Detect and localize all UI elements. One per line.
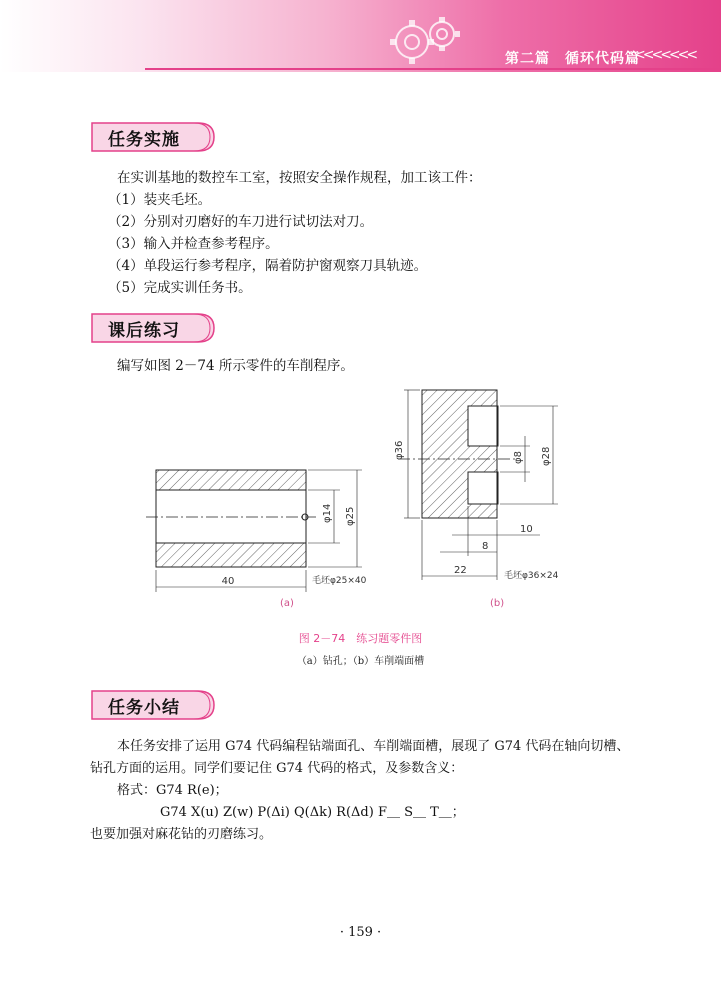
step-4: （4）单段运行参考程序，隔着防护窗观察刀具轨迹。 bbox=[108, 258, 428, 274]
step-1: （1）装夹毛坯。 bbox=[108, 192, 212, 208]
figure-subcaption: （a）钻孔；（b）车削端面槽 bbox=[296, 656, 425, 667]
dim-hole-label: φ14 bbox=[322, 503, 333, 523]
part-drawing-figure bbox=[140, 380, 600, 620]
dim-b-inner-label: φ28 bbox=[541, 446, 552, 466]
dim-b-10-label: 10 bbox=[520, 524, 533, 535]
dim-b-outer-label: φ36 bbox=[394, 440, 405, 460]
dim-b-8-label: 8 bbox=[482, 541, 489, 552]
section-title: 任务实施 bbox=[108, 130, 180, 150]
section-heading-exercises bbox=[90, 311, 220, 345]
section-title: 任务小结 bbox=[108, 698, 180, 718]
gear-icon bbox=[372, 8, 472, 70]
dim-b-groove-label: φ8 bbox=[513, 451, 524, 464]
dim-outer-label: φ25 bbox=[345, 506, 356, 526]
summary-format: 格式：G74 R(e)； bbox=[117, 783, 228, 798]
page-number: · 159 · bbox=[339, 925, 382, 940]
step-2: （2）分别对刃磨好的车刀进行试切法对刀。 bbox=[108, 214, 374, 230]
summary-g74-syntax: G74 X(u) Z(w) P(Δi) Q(Δk) R(Δd) F＿ S＿ T＿； bbox=[160, 805, 465, 820]
dim-length-label: 40 bbox=[221, 576, 235, 587]
part-b-drawing bbox=[398, 390, 558, 580]
summary-line-2: 钻孔方面的运用。同学们要记住 G74 代码的格式，及参数含义： bbox=[90, 761, 464, 776]
summary-line-1: 本任务安排了运用 G74 代码编程钻端面孔、车削端面槽，展现了 G74 代码在轴向切槽、 bbox=[117, 739, 630, 754]
section-heading-summary bbox=[90, 688, 220, 722]
blank-size-label: 毛坯φ25×40 bbox=[312, 576, 367, 586]
exercise-text: 编写如图 2－74 所示零件的车削程序。 bbox=[117, 358, 354, 374]
figure-caption: 图 2－74 练习题零件图 bbox=[298, 632, 423, 645]
blank-b-size-label: 毛坯φ36×24 bbox=[504, 571, 559, 581]
step-3: （3）输入并检查参考程序。 bbox=[108, 236, 279, 252]
sub-label-b: (b) bbox=[490, 598, 505, 609]
section1-intro: 在实训基地的数控车工室，按照安全操作规程，加工该工件： bbox=[117, 170, 482, 186]
section-title: 课后练习 bbox=[108, 321, 180, 341]
header-title: 第二篇 循环代码篇 bbox=[505, 51, 640, 67]
sub-label-a: (a) bbox=[280, 598, 294, 609]
part-a-drawing bbox=[146, 470, 362, 592]
step-5: （5）完成实训任务书。 bbox=[108, 280, 252, 296]
header-chevrons: <<<<<<< bbox=[634, 47, 696, 63]
summary-line-5: 也要加强对麻花钻的刃磨练习。 bbox=[90, 827, 273, 842]
section-heading-task-implementation bbox=[90, 120, 220, 154]
dim-b-22-label: 22 bbox=[454, 565, 467, 576]
